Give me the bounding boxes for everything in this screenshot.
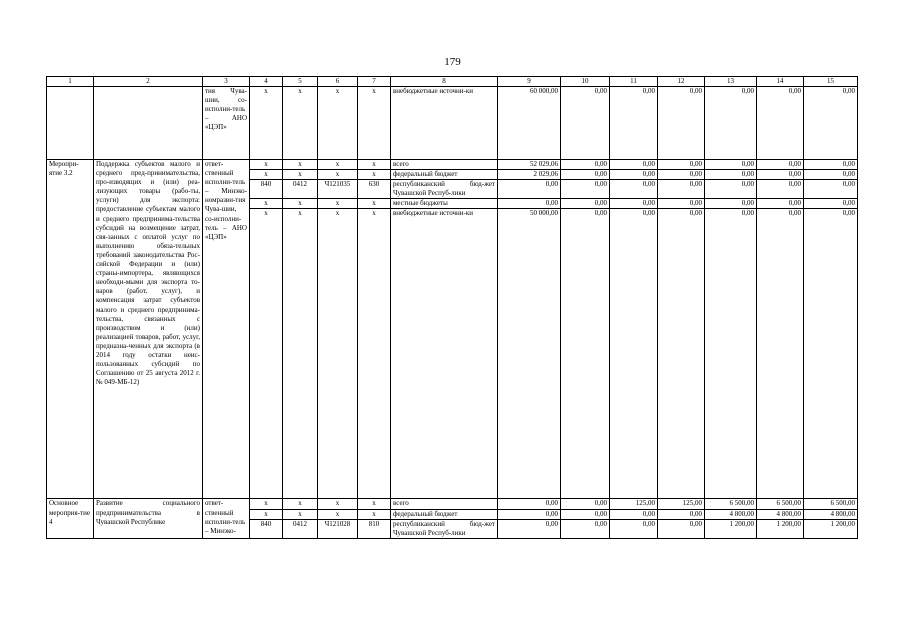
grbs-cell: x: [250, 170, 283, 180]
section-cell: x: [283, 199, 318, 209]
amount-cell: 0,00: [658, 209, 705, 499]
column-header: 15: [804, 77, 858, 87]
amount-cell: 6 500,00: [804, 499, 858, 509]
expense-type-cell: x: [358, 160, 391, 170]
executor-cell: тия Чува-шии, со-исполни-тель – АНО «ЦЭП»: [203, 87, 250, 160]
column-header: 2: [94, 77, 203, 87]
amount-cell: 0,00: [757, 209, 804, 499]
measure-number-cell: Меропри-ятие 3.2: [47, 160, 94, 499]
target-article-cell: x: [318, 509, 358, 519]
column-header: 7: [358, 77, 391, 87]
amount-cell: 0,00: [804, 87, 858, 160]
amount-cell: 6 500,00: [705, 499, 757, 509]
amount-cell: 0,00: [705, 87, 757, 160]
amount-cell: 0,00: [561, 519, 610, 538]
amount-cell: 0,00: [705, 170, 757, 180]
funding-source-cell: республиканский бюд-жет Чувашской Респуб-лики: [391, 180, 498, 199]
grbs-cell: 840: [250, 180, 283, 199]
amount-cell: 0,00: [705, 160, 757, 170]
amount-cell: 0,00: [561, 170, 610, 180]
amount-cell: 0,00: [705, 209, 757, 499]
amount-cell: 0,00: [561, 499, 610, 509]
amount-cell: 0,00: [498, 199, 561, 209]
funding-source-cell: внебюджетные источни-ки: [391, 87, 498, 160]
section-cell: 0412: [283, 519, 318, 538]
funding-source-cell: федеральный бюджет: [391, 509, 498, 519]
expense-type-cell: x: [358, 87, 391, 160]
column-header: 13: [705, 77, 757, 87]
column-header: 5: [283, 77, 318, 87]
amount-cell: 0,00: [610, 509, 658, 519]
amount-cell: 0,00: [658, 509, 705, 519]
amount-cell: 0,00: [610, 180, 658, 199]
target-article-cell: x: [318, 499, 358, 509]
grbs-cell: 840: [250, 519, 283, 538]
amount-cell: 0,00: [610, 199, 658, 209]
amount-cell: 0,00: [498, 180, 561, 199]
amount-cell: 0,00: [498, 519, 561, 538]
amount-cell: 0,00: [757, 160, 804, 170]
amount-cell: 0,00: [658, 87, 705, 160]
amount-cell: 60 000,00: [498, 87, 561, 160]
amount-cell: 0,00: [705, 199, 757, 209]
amount-cell: 125,00: [658, 499, 705, 509]
section-cell: x: [283, 499, 318, 509]
amount-cell: 0,00: [610, 87, 658, 160]
amount-cell: 4 800,00: [705, 509, 757, 519]
amount-cell: 0,00: [757, 180, 804, 199]
column-header: 12: [658, 77, 705, 87]
amount-cell: 0,00: [561, 209, 610, 499]
measure-name-cell: [94, 87, 203, 160]
column-header: 3: [203, 77, 250, 87]
expense-type-cell: x: [358, 499, 391, 509]
column-header: 9: [498, 77, 561, 87]
expense-type-cell: x: [358, 170, 391, 180]
amount-cell: 0,00: [757, 87, 804, 160]
measure-name-cell: Поддержка субъектов малого и среднего пред-принимательства, про-изводящих и (или) реа-лизующих товары (рабо-ты, услуги) для экспорта: предоставление субъектам малого и среднего предпринима-тельства субсидий на возмещение затрат, свя-занных с оплатой услуг по выполнению обяза-тельных требований законодательства Рос-сийской Федерации и (или) страны-импортера, являющихся необходи-мыми для экспорта то-варов (работ, услуг), и компенсация затрат субъектов малого и среднего предпринима-тельства, связанных с производством и (или) реализацией товаров, работ, услуг, предназна-ченных для экспорта (в 2014 году остатки неис-пользованных субсидий по Соглашению от 25 августа 2012 г. № 049-МБ-12): [94, 160, 203, 499]
table-row: [47, 87, 858, 160]
funding-source-cell: федеральный бюджет: [391, 170, 498, 180]
column-header: 10: [561, 77, 610, 87]
amount-cell: 0,00: [610, 209, 658, 499]
section-cell: x: [283, 209, 318, 499]
amount-cell: 50 000,00: [498, 209, 561, 499]
target-article-cell: x: [318, 209, 358, 499]
target-article-cell: Ч121035: [318, 180, 358, 199]
amount-cell: 0,00: [561, 180, 610, 199]
amount-cell: 0,00: [658, 160, 705, 170]
measure-number-cell: [47, 87, 94, 160]
section-cell: x: [283, 87, 318, 160]
amount-cell: 52 029,06: [498, 160, 561, 170]
funding-source-cell: республиканский бюд-жет Чувашской Респуб-лики: [391, 519, 498, 538]
amount-cell: 0,00: [561, 87, 610, 160]
column-header: 1: [47, 77, 94, 87]
amount-cell: 0,00: [561, 199, 610, 209]
amount-cell: 0,00: [804, 180, 858, 199]
amount-cell: 2 029,06: [498, 170, 561, 180]
target-article-cell: x: [318, 199, 358, 209]
grbs-cell: x: [250, 499, 283, 509]
target-article-cell: x: [318, 160, 358, 170]
budget-table: [46, 76, 858, 539]
column-header: 11: [610, 77, 658, 87]
amount-cell: 1 200,00: [757, 519, 804, 538]
funding-source-cell: всего: [391, 499, 498, 509]
table-row: [47, 160, 858, 170]
grbs-cell: x: [250, 199, 283, 209]
column-header: 8: [391, 77, 498, 87]
table-header-row: [47, 77, 858, 87]
section-cell: x: [283, 160, 318, 170]
amount-cell: 6 500,00: [757, 499, 804, 509]
measure-number-cell: Основное мероприя-тие 4: [47, 499, 94, 538]
section-cell: x: [283, 509, 318, 519]
amount-cell: 0,00: [610, 170, 658, 180]
page-number: 179: [444, 56, 461, 68]
grbs-cell: x: [250, 87, 283, 160]
amount-cell: 4 800,00: [804, 509, 858, 519]
target-article-cell: Ч121028: [318, 519, 358, 538]
amount-cell: 1 200,00: [705, 519, 757, 538]
section-cell: 0412: [283, 180, 318, 199]
executor-cell: ответ-ственный исполни-тель – Минэко-номразви-тия Чува-шии, со-исполни-тель – АНО «ЦЭП»: [203, 160, 250, 499]
amount-cell: 0,00: [757, 170, 804, 180]
executor-cell: ответ-ственный исполни-тель – Минэко-: [203, 499, 250, 538]
amount-cell: 0,00: [804, 199, 858, 209]
expense-type-cell: x: [358, 209, 391, 499]
amount-cell: 0,00: [658, 519, 705, 538]
amount-cell: 0,00: [561, 160, 610, 170]
target-article-cell: x: [318, 87, 358, 160]
amount-cell: 0,00: [658, 199, 705, 209]
funding-source-cell: внебюджетные источни-ки: [391, 209, 498, 499]
amount-cell: 0,00: [561, 509, 610, 519]
target-article-cell: x: [318, 170, 358, 180]
section-cell: x: [283, 170, 318, 180]
column-header: 4: [250, 77, 283, 87]
table-row: [47, 499, 858, 509]
expense-type-cell: x: [358, 199, 391, 209]
amount-cell: 0,00: [757, 199, 804, 209]
amount-cell: 0,00: [804, 160, 858, 170]
amount-cell: 0,00: [804, 209, 858, 499]
expense-type-cell: 810: [358, 519, 391, 538]
amount-cell: 1 200,00: [804, 519, 858, 538]
measure-name-cell: Развитие социального предпринимательства в Чувашской Республике: [94, 499, 203, 538]
amount-cell: 0,00: [610, 160, 658, 170]
amount-cell: 0,00: [658, 180, 705, 199]
grbs-cell: x: [250, 160, 283, 170]
funding-source-cell: всего: [391, 160, 498, 170]
grbs-cell: x: [250, 209, 283, 499]
funding-source-cell: местные бюджеты: [391, 199, 498, 209]
expense-type-cell: 630: [358, 180, 391, 199]
column-header: 14: [757, 77, 804, 87]
grbs-cell: x: [250, 509, 283, 519]
amount-cell: 0,00: [804, 170, 858, 180]
amount-cell: 125,00: [610, 499, 658, 509]
amount-cell: 4 800,00: [757, 509, 804, 519]
expense-type-cell: x: [358, 509, 391, 519]
amount-cell: 0,00: [498, 499, 561, 509]
amount-cell: 0,00: [610, 519, 658, 538]
amount-cell: 0,00: [498, 509, 561, 519]
amount-cell: 0,00: [705, 180, 757, 199]
column-header: 6: [318, 77, 358, 87]
amount-cell: 0,00: [658, 170, 705, 180]
